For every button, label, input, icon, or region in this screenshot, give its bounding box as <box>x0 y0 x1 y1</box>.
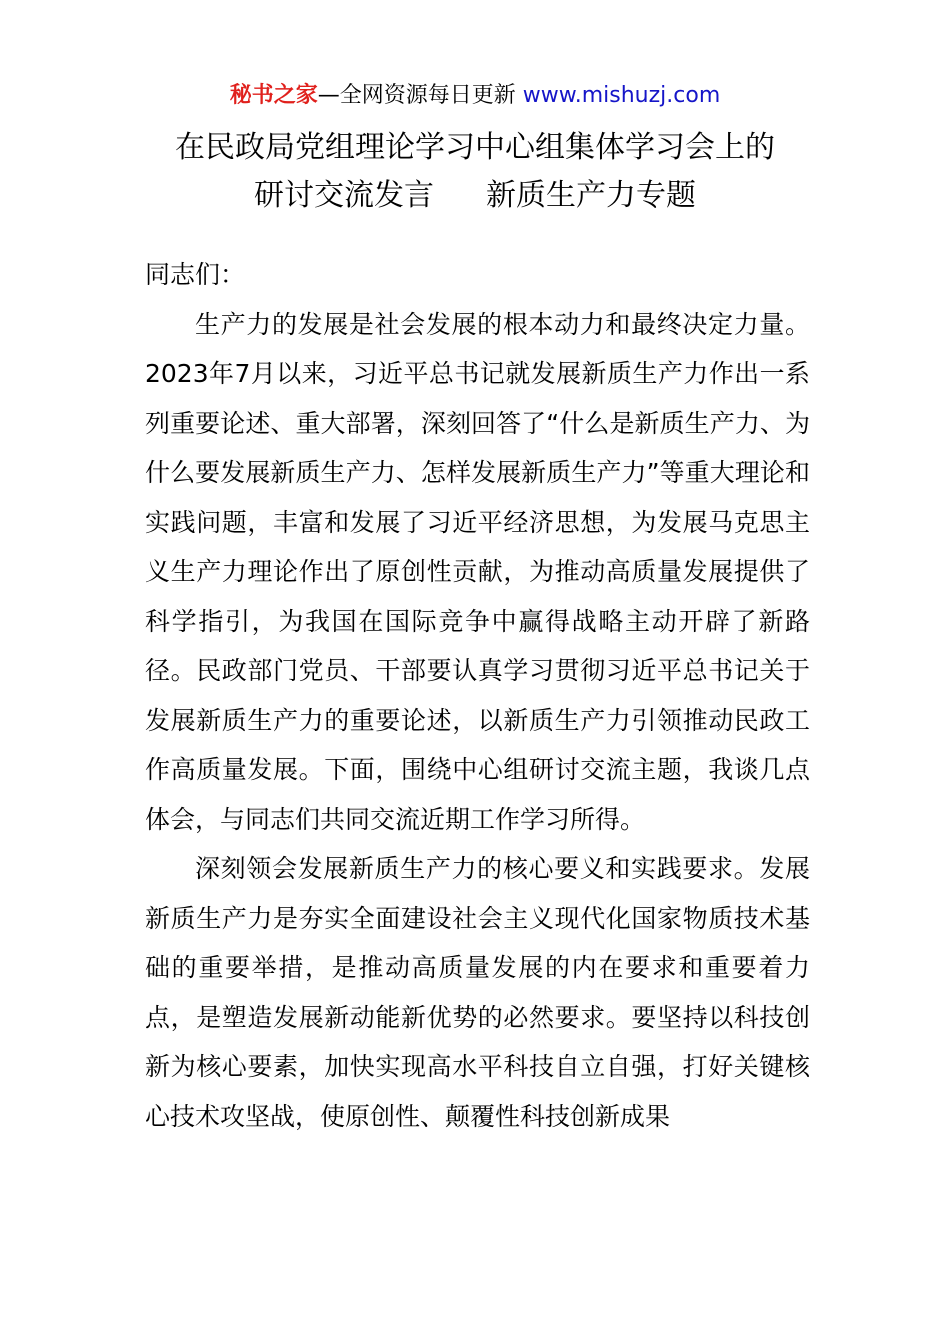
document-title-part-left: 研讨交流发言 <box>254 178 434 213</box>
body-paragraph: 生产力的发展是社会发展的根本动力和最终决定力量。2023年7月以来，习近平总书记就发展新质生产力作出一系列重要论述、重大部署，深刻回答了“什么是新质生产力、为什么要发展新质生产力、怎样发展新质生产力”等重大理论和实践问题，丰富和发展了习近平经济思想，为发展马克思主义生产力理论作出了原创性贡献，为推动高质量发展提供了科学指引，为我国在国际竞争中赢得战略主动开辟了新路径。民政部门党员、干部要认真学习贯彻习近平总书记关于发展新质生产力的重要论述，以新质生产力引领推动民政工作高质量发展。下面，围绕中心组研讨交流主题，我谈几点体会，与同志们共同交流近期工作学习所得。 <box>145 309 810 834</box>
site-header <box>0 80 950 112</box>
salutation: 同志们： <box>145 260 246 289</box>
site-tagline: —全网资源每日更新 <box>317 83 523 108</box>
body-paragraph: 深刻领会发展新质生产力的核心要义和实践要求。发展新质生产力是夯实全面建设社会主义现代化国家物质技术基础的重要举措，是推动高质量发展的内在要求和重要着力点，是塑造发展新动能新优势的必然要求。要坚持以科技创新为核心要素，加快实现高水平科技自立自强，打好关键核心技术攻坚战，使原创性、颠覆性科技创新成果 <box>145 854 810 1131</box>
document-title-part-right: 新质生产力专题 <box>486 178 696 213</box>
document-title-line-2 <box>0 174 950 218</box>
document-title-line-1: 在民政局党组理论学习中心组集体学习会上的 <box>175 130 775 165</box>
document-body <box>145 250 810 1141</box>
site-url-link[interactable]: www.mishuzj.com <box>522 83 721 108</box>
site-brand: 秘书之家 <box>229 83 318 108</box>
